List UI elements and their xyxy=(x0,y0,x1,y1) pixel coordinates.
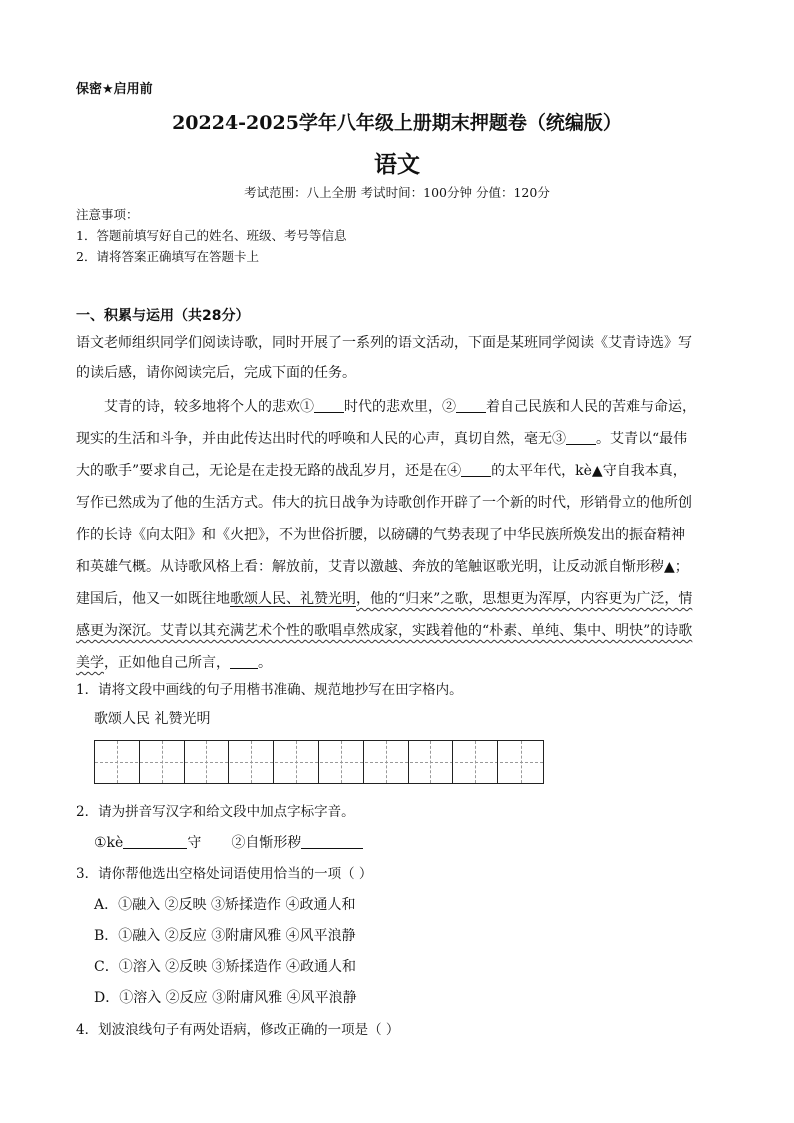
grid-cell[interactable] xyxy=(185,741,230,783)
option-d[interactable]: D．①溶入 ②反应 ③附庸风雅 ④风平浪静 xyxy=(94,990,357,1006)
question-2: 2．请为拼音写汉字和给文段中加点字标字音。 xyxy=(76,804,355,820)
exam-title: 20224-2025学年八年级上册期末押题卷（统编版） xyxy=(172,112,622,134)
passage-line: 现实的生活和斗争，并由此传达出时代的呼唤和人民的心声，真切自然，毫无③ 。艾青以“最伟 xyxy=(76,431,688,447)
tianzige-grid[interactable] xyxy=(94,740,544,784)
notes-heading: 注意事项： xyxy=(76,207,139,222)
grid-cell[interactable] xyxy=(274,741,319,783)
blank-1 xyxy=(314,398,344,413)
grid-cell[interactable] xyxy=(364,741,409,783)
passage-line: 作的长诗《向太阳》和《火把》，不为世俗折腰，以磅礴的气势表现了中华民族所焕发出的振奋精神 xyxy=(76,527,685,543)
q2-answers: ①kè 守 ②自惭形秽 xyxy=(94,832,363,852)
cell-midline xyxy=(206,741,207,783)
option-b[interactable]: B．①融入 ②反应 ③附庸风雅 ④风平浪静 xyxy=(94,928,356,944)
option-c[interactable]: C．①溶入 ②反映 ③矫揉造作 ④政通人和 xyxy=(94,959,357,975)
question-4: 4．划波浪线句子有两处语病，修改正确的一项是（ ） xyxy=(76,1022,400,1038)
passage-line: 美学，正如他自己所言， 。 xyxy=(76,655,272,671)
passage-line: 艾青的诗，较多地将个人的悲欢① 时代的悲欢里，② 着自己民族和人民的苦难与命运， xyxy=(104,399,696,415)
grid-cell[interactable] xyxy=(140,741,185,783)
intro-line: 的读后感，请你阅读完后，完成下面的任务。 xyxy=(76,365,356,381)
grid-cell[interactable] xyxy=(498,741,543,783)
cell-midline xyxy=(430,741,431,783)
blank-3 xyxy=(566,430,596,445)
section-heading: 一、积累与运用（共28分） xyxy=(76,308,250,324)
passage-line: 大的歌手”要求自己，无论是在走投无路的战乱岁月，还是在④ 的太平年代，kè▲守自我本真， xyxy=(76,463,687,479)
grid-cell[interactable] xyxy=(229,741,274,783)
cell-midline xyxy=(386,741,387,783)
blank-5 xyxy=(230,654,258,669)
note-item: 1．答题前填写好自己的姓名、班级、考号等信息 xyxy=(76,228,347,243)
intro-line: 语文老师组织同学们阅读诗歌，同时开展了一系列的语文活动，下面是某班同学阅读《艾青诗选》写 xyxy=(76,335,692,351)
cell-midline xyxy=(475,741,476,783)
grid-cell[interactable] xyxy=(409,741,454,783)
underlined-sentence: 歌颂人民、礼赞光明 xyxy=(230,591,356,607)
subject-title: 语文 xyxy=(374,152,420,178)
cell-midline xyxy=(341,741,342,783)
grid-cell[interactable] xyxy=(95,741,140,783)
cell-midline xyxy=(521,741,522,783)
cell-midline xyxy=(117,741,118,783)
copy-text: 歌颂人民 礼赞光明 xyxy=(94,711,211,727)
answer-blank-b[interactable] xyxy=(301,834,363,849)
grid-cell[interactable] xyxy=(453,741,498,783)
exam-info: 考试范围：八上全册 考试时间：100分钟 分值：120分 xyxy=(244,185,550,200)
grid-cell[interactable] xyxy=(319,741,364,783)
passage-line: 写作已然成为了他的生活方式。伟大的抗日战争为诗歌创作开辟了一个新的时代，形销骨立的他所创 xyxy=(76,495,692,511)
cell-midline xyxy=(296,741,297,783)
blank-2 xyxy=(456,398,486,413)
wavy-sentence: 感更为深沉。艾青以其充满艺术个性的歌唱卓然成家，实践着他的“朴素、单纯、集中、明快”的诗歌 xyxy=(76,623,693,639)
question-3: 3．请你帮他选出空格处词语使用恰当的一项（ ） xyxy=(76,866,373,882)
cell-midline xyxy=(162,741,163,783)
note-item: 2．请将答案正确填写在答题卡上 xyxy=(76,249,259,264)
blank-4 xyxy=(461,462,491,477)
passage-line: 建国后，他又一如既往地歌颂人民、礼赞光明，他的“归来”之歌，思想更为浑厚，内容更为广泛，情 xyxy=(76,591,693,607)
answer-blank-a[interactable] xyxy=(123,834,187,849)
option-a[interactable]: A．①融入 ②反映 ③矫揉造作 ④政通人和 xyxy=(94,897,356,913)
cell-midline xyxy=(251,741,252,783)
passage-line: 和英雄气概。从诗歌风格上看：解放前，艾青以激越、奔放的笔触讴歌光明，让反动派自惭形秽▲； xyxy=(76,559,689,575)
confidential-label: 保密★启用前 xyxy=(76,82,153,97)
question-1: 1．请将文段中画线的句子用楷书准确、规范地抄写在田字格内。 xyxy=(76,682,463,698)
